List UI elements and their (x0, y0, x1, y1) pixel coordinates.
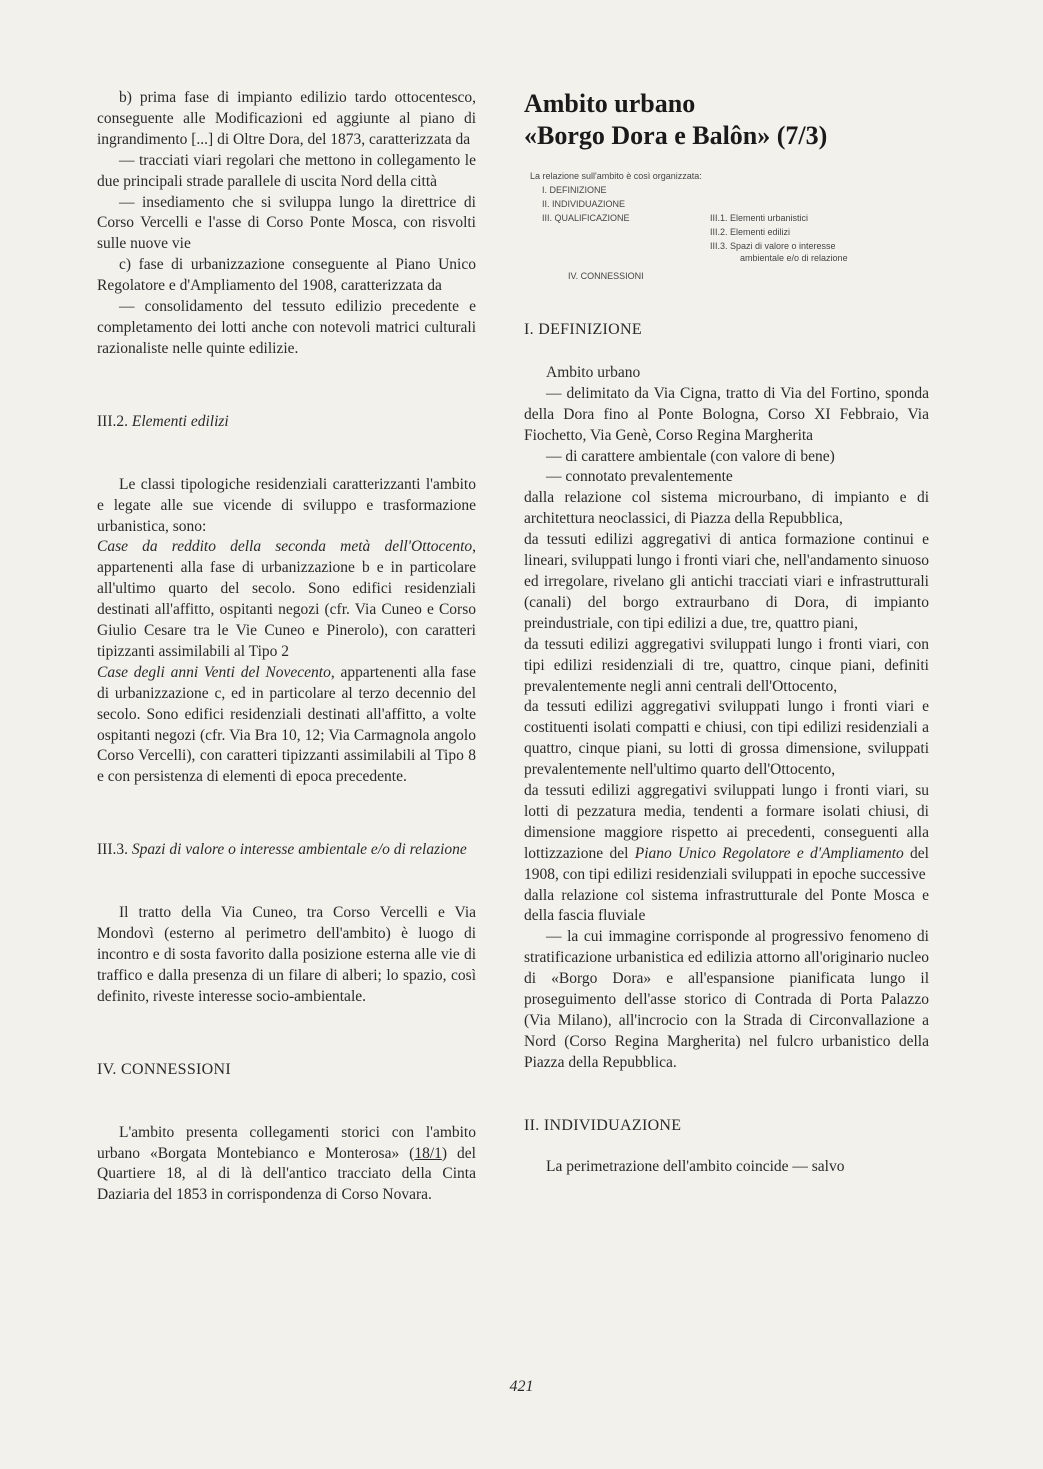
page-number: 421 (509, 1378, 534, 1395)
paragraph-ambito-urbano: Ambito urbano (546, 363, 641, 381)
tessuti-4-text-b: del 1908, con tipi edilizi residenziali sviluppati in epoche successive (524, 844, 929, 883)
paragraph-case-novecento (97, 663, 476, 788)
connessioni-ref: 18/1 (414, 1144, 442, 1162)
page-title (524, 88, 929, 152)
heading-iii3 (97, 840, 476, 861)
toc-item-ii: II. INDIVIDUAZIONE (542, 199, 626, 209)
toc-item-iv: IV. CONNESSIONI (568, 271, 644, 281)
paragraph-tessuti-3: da tessuti edilizi aggregativi sviluppati lungo i fronti viari e costituenti isolati compatti e chiusi, con tipi edilizi residenziali a quattro, cinque piani, su lotti di grossa dimensione, sviluppati prevalentemente nell'ultimo quarto dell'Ottocento, (524, 698, 929, 779)
paragraph-tratto-via-cuneo: Il tratto della Via Cuneo, tra Corso Vercelli e Via Mondovì (esterno al perimetro dell'ambito) è luogo di incontro e di sosta favorito dalla posizione esterna alle vie di traffico e dalla presenza di un filare di alberi; lo spazio, così definito, riveste interesse socio-ambientale. (97, 904, 476, 1005)
paragraph-immagine: — la cui immagine corrisponde al progressivo fenomeno di stratificazione urbanistica ed edilizia attorno all'originario nucleo di «Borgo Dora» e all'espansione pianificata lungo il proseguimento dell'asse storico di Contrada di Porta Palazzo (Via Milano), all'incrocio con la Strada di Circonvallazione a Nord (Corso Regina Margherita) nel fulcro urbanistico della Piazza della Repubblica. (524, 928, 929, 1071)
paragraph-phase-b-dash1: — tracciati viari regolari che mettono in collegamento le due principali strade parallele di uscita Nord della città (97, 151, 476, 190)
toc-item-iii3a: III.3. Spazi di valore o interesse (710, 241, 836, 251)
toc-item-i: I. DEFINIZIONE (542, 185, 607, 195)
heading-i-definizione: I. DEFINIZIONE (524, 321, 642, 338)
connessioni-text-b: ) del Quartiere 18, al di là dell'antico tracciato della Cinta Daziaria del 1853 in corrispondenza di Corso Novara. (97, 1144, 476, 1204)
heading-ii-individuazione: II. INDIVIDUAZIONE (524, 1116, 682, 1134)
heading-iii2-title: Elementi edilizi (131, 412, 229, 430)
case-novecento-title: Case degli anni Venti del Novecento (97, 663, 331, 681)
case-ottocento-text: , appartenenti alla fase di urbanizzazione b e in particolare all'ultimo quarto del secolo. Sono edifici residenziali destinati all'affitto, ospitanti negozi (cfr. Via Cuneo e Corso Giulio Cesare tra le Vie Cuneo e Pinerolo), con caratteri tipizzanti assimilabili al Tipo 2 (97, 538, 476, 660)
right-column (524, 88, 929, 1178)
table-of-contents (524, 170, 929, 298)
tessuti-4-text-a: da tessuti edilizi aggregativi sviluppati lungo i fronti viari, su lotti di pezzatura media, tendenti a formare isolati chiusi, di dimensione maggiore rispetto ai precedenti, conseguenti alla lottizzazione del (524, 782, 929, 862)
toc-item-iii2: III.2. Elementi edilizi (710, 227, 791, 237)
heading-iii3-title: Spazi di valore o interesse ambientale e/o di relazione (131, 841, 467, 859)
paragraph-tessuti-4 (524, 781, 929, 886)
title-line1: Ambito urbano (524, 89, 696, 118)
paragraph-relazione-infrastrutturale: dalla relazione col sistema infrastrutturale del Ponte Mosca e della fascia fluviale (524, 886, 929, 925)
tessuti-4-italic: Piano Unico Regolatore e d'Ampliamento (634, 844, 904, 862)
connessioni-text-a: L'ambito presenta collegamenti storici con l'ambito urbano «Borgata Montebianco e Monterosa» ( (97, 1123, 476, 1162)
case-ottocento-title: Case da reddito della seconda metà dell'Ottocento (97, 538, 473, 556)
left-column (97, 88, 476, 1206)
heading-iii2-number: III.2. (97, 412, 128, 430)
paragraph-relazione-microurbano: dalla relazione col sistema microurbano, di impianto e di architettura neoclassici, di Piazza della Repubblica, (524, 489, 929, 528)
paragraph-phase-b-dash2: — insediamento che si sviluppa lungo la direttrice di Corso Vercelli e l'asse di Corso Ponte Mosca, con risvolti sulle nuove vie (97, 193, 476, 253)
title-line2: «Borgo Dora e Balôn» (7/3) (524, 121, 828, 150)
paragraph-perimetrazione: La perimetrazione dell'ambito coincide — salvo (546, 1157, 845, 1175)
paragraph-phase-b: b) prima fase di impianto edilizio tardo ottocentesco, conseguente alle Modificazioni ed aggiunte al piano di ingrandimento [...] di Oltre Dora, del 1873, caratterizzata da (97, 89, 476, 148)
case-novecento-text: , appartenenti alla fase di urbanizzazione c, ed in particolare al terzo decennio del secolo. Sono edifici residenziali destinati all'affitto, a volte ospitanti negozi (cfr. Via Bra 10, 12; Via Carmagnola angolo Corso Vercelli), con caratteri tipizzanti assimilabili al Tipo 8 e con persistenza di elementi di epoca precedente. (97, 663, 476, 786)
paragraph-tessuti-2: da tessuti edilizi aggregativi sviluppati lungo i fronti viari, con tipi edilizi residenziali di tre, quattro, cinque piani, definiti prevalentemente negli anni centrali dell'Ottocento, (524, 635, 929, 695)
heading-iii3-number: III.3. (97, 841, 128, 859)
toc-item-iii: III. QUALIFICAZIONE (542, 213, 630, 223)
paragraph-carattere: — di carattere ambientale (con valore di bene) (546, 447, 835, 465)
toc-intro: La relazione sull'ambito è così organizzata: (530, 171, 702, 181)
heading-iii2 (97, 412, 476, 433)
toc-item-iii3b: ambientale e/o di relazione (740, 253, 848, 263)
paragraph-phase-c: c) fase di urbanizzazione conseguente al Piano Unico Regolatore e d'Ampliamento del 1908, caratterizzata da (97, 256, 476, 295)
paragraph-tessuti-1: da tessuti edilizi aggregativi di antica formazione continui e lineari, sviluppati lungo i fronti viari che, nell'andamento sinuoso ed irregolare, rivelano gli antichi tracciati viari e infrastrutturali (canali) del borgo extraurbano di Dora, di impianto preindustriale, con tipi edilizi a due, tre, quattro piani, (524, 531, 929, 632)
paragraph-case-ottocento (97, 537, 476, 662)
heading-iv-connessioni: IV. CONNESSIONI (97, 1060, 231, 1078)
paragraph-phase-c-dash1: — consolidamento del tessuto edilizio precedente e completamento dei lotti anche con notevoli matrici culturali razionaliste nelle quinte edilizie. (97, 298, 476, 357)
paragraph-connessioni (97, 1123, 476, 1207)
paragraph-delimitato: — delimitato da Via Cigna, tratto di Via del Fortino, sponda della Dora fino al Ponte Bologna, Corso XI Febbraio, Via Fiochetto, Via Genè, Corso Regina Margherita (524, 384, 929, 444)
paragraph-classi: Le classi tipologiche residenziali caratterizzanti l'ambito e legate alle sue vicende di sviluppo e trasformazione urbanistica, sono: (97, 475, 476, 535)
paragraph-connotato: — connotato prevalentemente (546, 468, 733, 486)
toc-item-iii1: III.1. Elementi urbanistici (710, 213, 809, 223)
